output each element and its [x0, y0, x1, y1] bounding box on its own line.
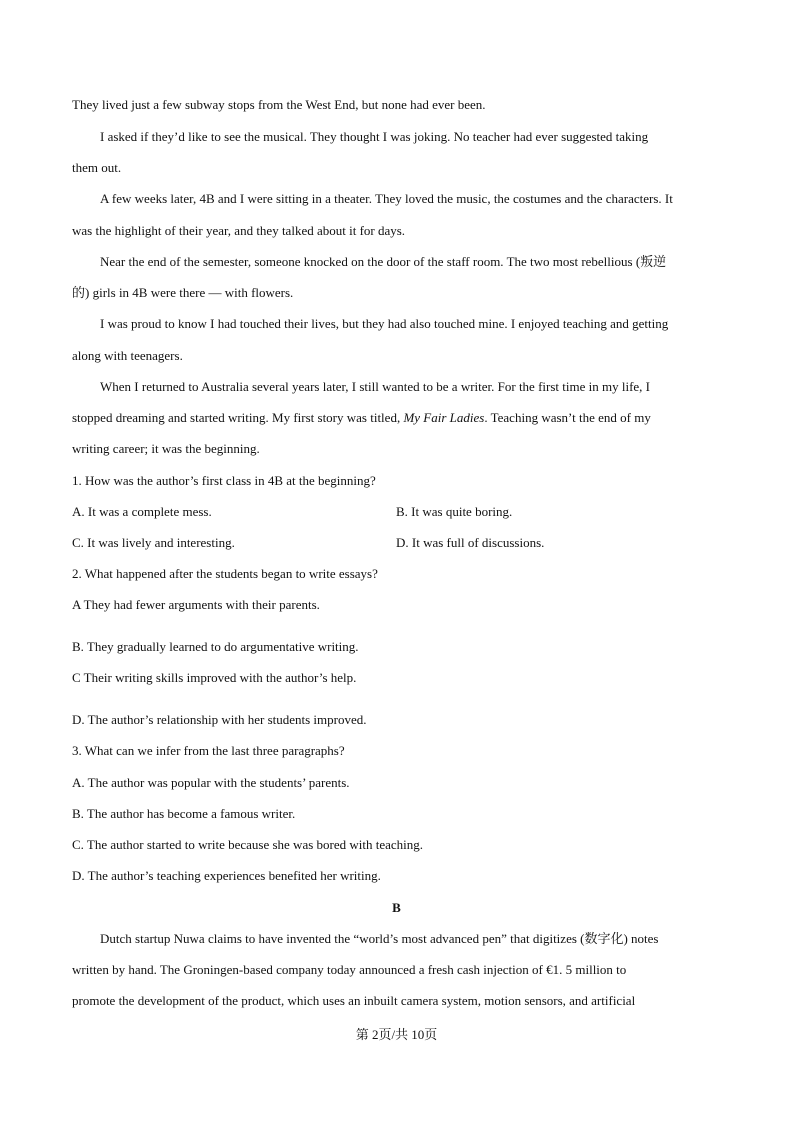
paragraph-line: A few weeks later, 4B and I were sitting in a theater. They loved the music, the costumes and the characters. It — [100, 191, 673, 206]
paragraph-line — [72, 409, 722, 427]
paragraph-line: When I returned to Australia several years later, I still wanted to be a writer. For the first time in my life, I — [100, 379, 650, 394]
paragraph-line: 的) girls in 4B were there — with flowers. — [72, 285, 294, 300]
paragraph-line: written by hand. The Groningen-based company today announced a fresh cash injection of €1. 5 million to — [72, 962, 627, 977]
paragraph-line: Near the end of the semester, someone knocked on the door of the staff room. The two most rebellious (叛逆 — [100, 254, 667, 269]
question-1: 1. How was the author’s first class in 4B at the beginning? — [72, 473, 376, 488]
option-3d: D. The author’s teaching experiences benefited her writing. — [72, 868, 381, 883]
paragraph-line: was the highlight of their year, and they talked about it for days. — [72, 223, 406, 238]
paragraph-text: stopped dreaming and started writing. My first story was titled, — [72, 410, 404, 425]
option-1b: B. It was quite boring. — [396, 504, 513, 519]
option-2b: B. They gradually learned to do argumentative writing. — [72, 639, 359, 654]
option-1c: C. It was lively and interesting. — [72, 535, 235, 550]
paragraph-text: . Teaching wasn’t the end of my — [484, 410, 651, 425]
option-1a: A. It was a complete mess. — [72, 504, 212, 519]
paragraph-line: They lived just a few subway stops from the West End, but none had ever been. — [72, 97, 486, 112]
option-3c: C. The author started to write because she was bored with teaching. — [72, 837, 424, 852]
page-number: 第 2页/共 10页 — [355, 1027, 438, 1042]
option-2d: D. The author’s relationship with her students improved. — [72, 712, 367, 727]
question-2: 2. What happened after the students began to write essays? — [72, 566, 378, 581]
paragraph-line: along with teenagers. — [72, 348, 183, 363]
option-3a: A. The author was popular with the students’ parents. — [72, 775, 350, 790]
question-3: 3. What can we infer from the last three paragraphs? — [72, 743, 345, 758]
story-title: My Fair Ladies — [403, 410, 485, 425]
option-2a: A They had fewer arguments with their parents. — [72, 597, 320, 612]
option-1d: D. It was full of discussions. — [396, 535, 545, 550]
paragraph-line: promote the development of the product, which uses an inbuilt camera system, motion sensors, and artificial — [72, 993, 636, 1008]
paragraph-line: I was proud to know I had touched their lives, but they had also touched mine. I enjoyed teaching and getting — [100, 316, 669, 331]
option-2c: C Their writing skills improved with the author’s help. — [72, 670, 357, 685]
paragraph-line: them out. — [72, 160, 122, 175]
paragraph-line: I asked if they’d like to see the musical. They thought I was joking. No teacher had ever suggested taking — [100, 129, 649, 144]
option-3b: B. The author has become a famous writer. — [72, 806, 296, 821]
paragraph-line: writing career; it was the beginning. — [72, 441, 260, 456]
paragraph-line: Dutch startup Nuwa claims to have invented the “world’s most advanced pen” that digitizes (数字化) notes — [100, 931, 659, 946]
section-heading: B — [392, 900, 401, 915]
